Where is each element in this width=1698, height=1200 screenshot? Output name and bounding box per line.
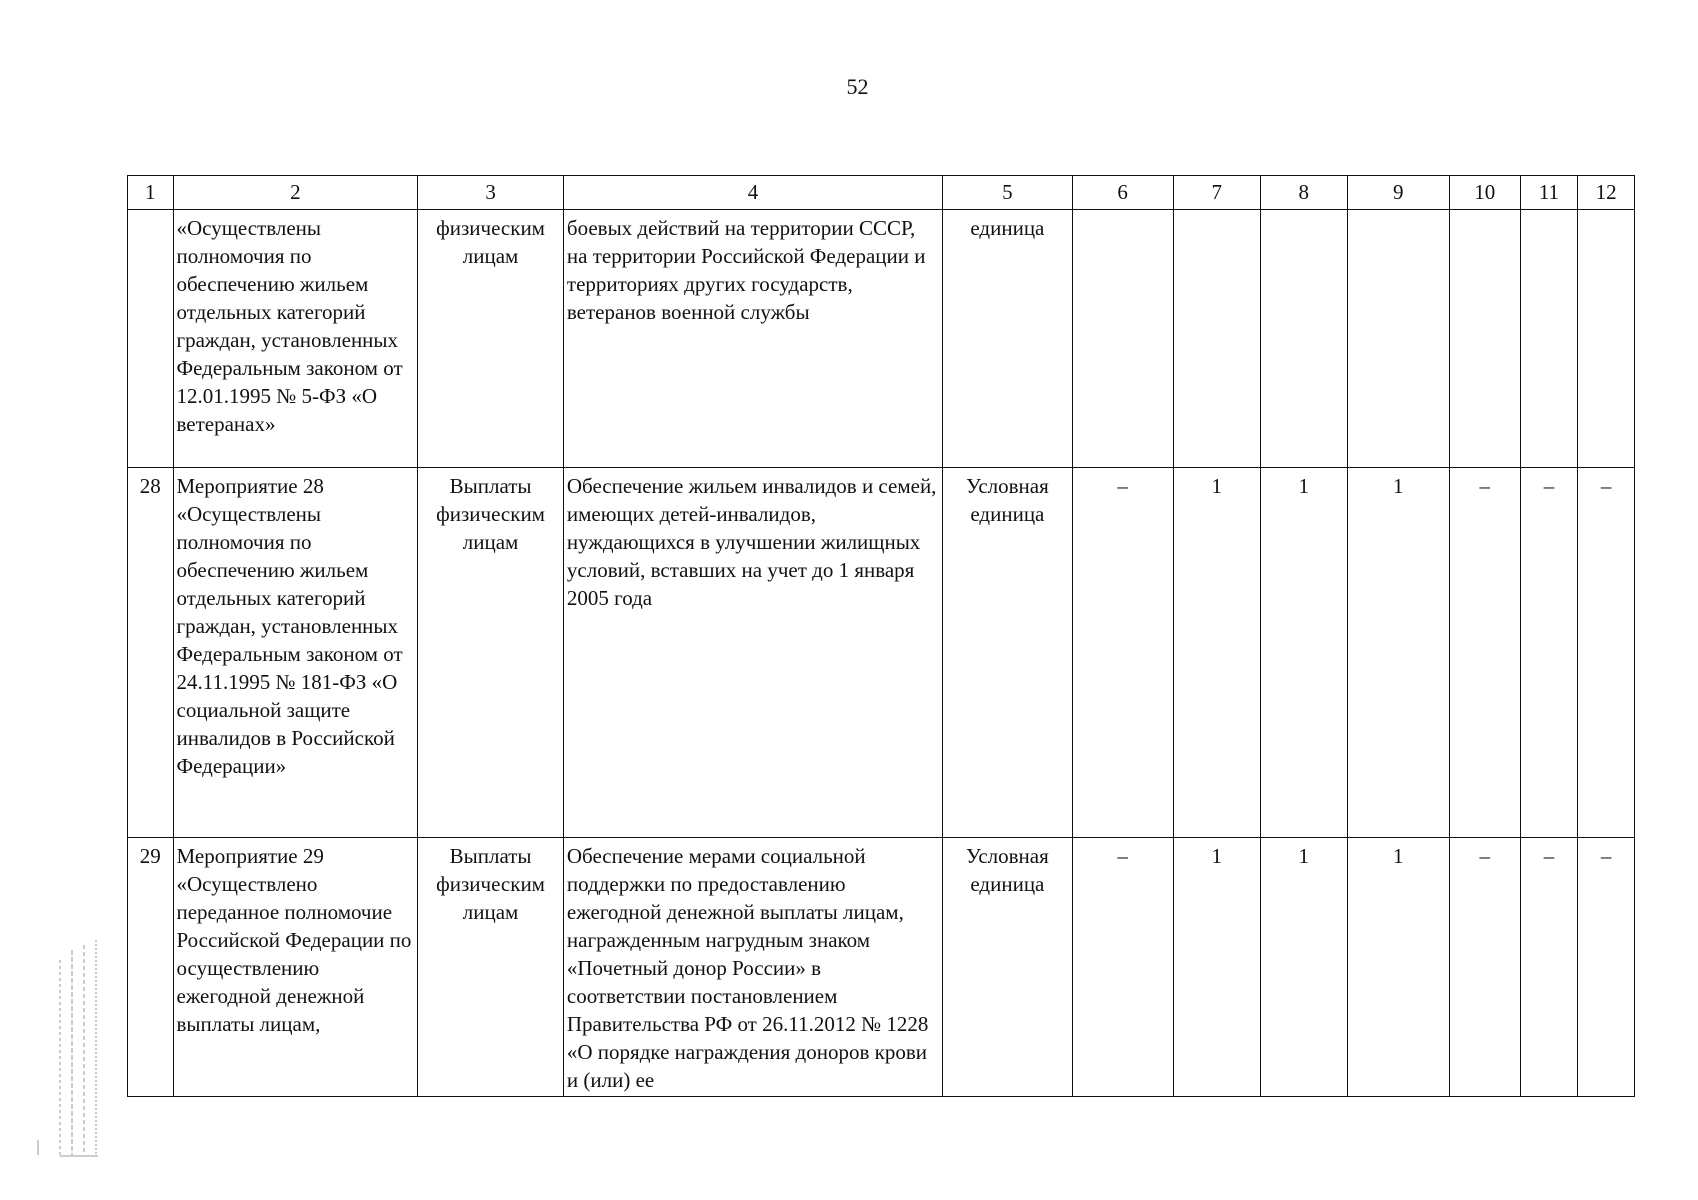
column-number: 5 (943, 176, 1072, 210)
value-cell-7: 1 (1173, 838, 1260, 1097)
measure-name-cell: «Осуществлены полномочия по обеспечению жильем отдельных категорий граждан, установленных Федеральным законом от 12.01.1995 № 5-ФЗ «О ветеранах» (173, 210, 418, 468)
column-number: 8 (1260, 176, 1347, 210)
value-cell-6 (1072, 210, 1173, 468)
column-number: 4 (563, 176, 942, 210)
value-cell-9: 1 (1347, 468, 1449, 838)
value-cell-10: – (1449, 838, 1520, 1097)
column-number: 12 (1578, 176, 1635, 210)
table-row (128, 210, 1635, 468)
column-number: 10 (1449, 176, 1520, 210)
column-number-row (128, 176, 1635, 210)
value-cell-11: – (1520, 838, 1578, 1097)
value-cell-9 (1347, 210, 1449, 468)
value-cell-12 (1578, 210, 1635, 468)
column-number: 6 (1072, 176, 1173, 210)
description-cell: боевых действий на территории СССР, на территории Российской Федерации и территориях других государств, ветеранов военной службы (563, 210, 942, 468)
column-number: 1 (128, 176, 174, 210)
value-cell-9: 1 (1347, 838, 1449, 1097)
table-row (128, 838, 1635, 1097)
value-cell-8 (1260, 210, 1347, 468)
measures-table (127, 175, 1635, 1097)
expense-type-cell: Выплаты физическим лицам (418, 468, 564, 838)
value-cell-11: – (1520, 468, 1578, 838)
unit-cell: единица (943, 210, 1072, 468)
row-number-cell: 29 (128, 838, 174, 1097)
row-number-cell: 28 (128, 468, 174, 838)
value-cell-7: 1 (1173, 468, 1260, 838)
value-cell-8: 1 (1260, 838, 1347, 1097)
registration-stamp (34, 940, 114, 1170)
value-cell-8: 1 (1260, 468, 1347, 838)
measure-name-cell: Мероприятие 29 «Осуществлено переданное полномочие Российской Федерации по осуществлению ежегодной денежной выплаты лицам, (173, 838, 418, 1097)
value-cell-12: – (1578, 838, 1635, 1097)
measure-name-cell: Мероприятие 28 «Осуществлены полномочия по обеспечению жильем отдельных категорий граждан, установленных Федеральным законом от 24.11.1995 № 181-ФЗ «О социальной защите инвалидов в Российской Федерации» (173, 468, 418, 838)
table-row (128, 468, 1635, 838)
value-cell-12: – (1578, 468, 1635, 838)
value-cell-10 (1449, 210, 1520, 468)
column-number: 2 (173, 176, 418, 210)
column-number: 9 (1347, 176, 1449, 210)
value-cell-7 (1173, 210, 1260, 468)
row-number-cell (128, 210, 174, 468)
column-number: 7 (1173, 176, 1260, 210)
value-cell-6: – (1072, 838, 1173, 1097)
value-cell-10: – (1449, 468, 1520, 838)
description-cell: Обеспечение жильем инвалидов и семей, имеющих детей-инвалидов, нуждающихся в улучшении жилищных условий, вставших на учет до 1 января 2005 года (563, 468, 942, 838)
expense-type-cell: Выплаты физическим лицам (418, 838, 564, 1097)
expense-type-cell: физическим лицам (418, 210, 564, 468)
unit-cell: Условная единица (943, 838, 1072, 1097)
column-number: 11 (1520, 176, 1578, 210)
column-number: 3 (418, 176, 564, 210)
unit-cell: Условная единица (943, 468, 1072, 838)
description-cell: Обеспечение мерами социальной поддержки по предоставлению ежегодной денежной выплаты лицам, награжденным нагрудным знаком «Почетный донор России» в соответствии постановлением Правительства РФ от 26.11.2012 № 1228 «О порядке награждения доноров крови и (или) ее (563, 838, 942, 1097)
value-cell-11 (1520, 210, 1578, 468)
page-number: 52 (846, 74, 869, 99)
value-cell-6: – (1072, 468, 1173, 838)
